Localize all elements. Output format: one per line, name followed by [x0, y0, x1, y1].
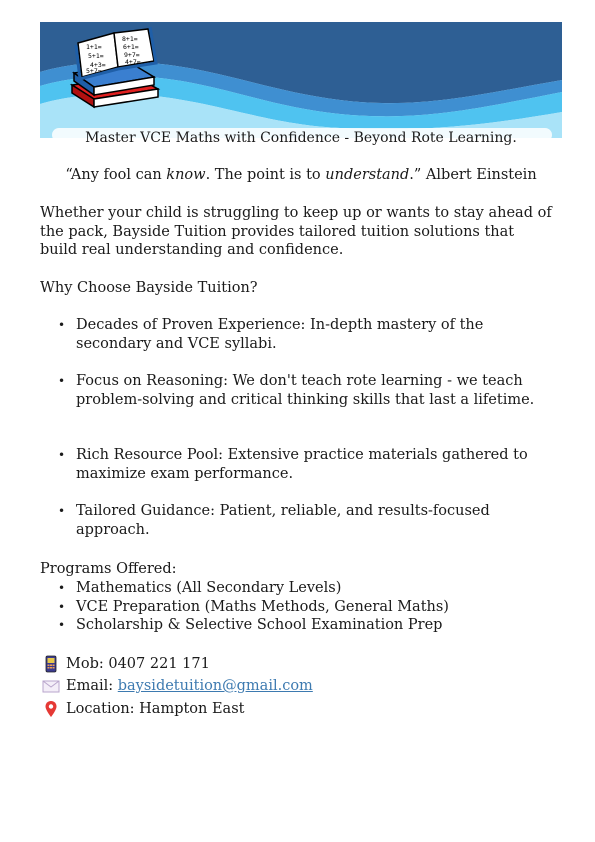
book-formula: 5+7=: [86, 67, 102, 75]
book-formula: 5+1=: [88, 52, 104, 60]
contact-location: [42, 700, 244, 718]
list-item: • Focus on Reasoning: We don't teach rote learning - we teach problem-solving and critical thinking skills that last a lifetime.: [40, 372, 560, 409]
intro-paragraph: Whether your child is struggling to keep up or wants to stay ahead of the pack, Bayside Tuition provides tailored tuition solutions that build real understanding and confidence.: [40, 205, 552, 258]
book-formula: 6+1=: [123, 43, 139, 51]
programs-heading: Programs Offered:: [40, 561, 177, 577]
location-text: Location: Hampton East: [66, 701, 245, 717]
mobile-phone-icon: [42, 655, 60, 673]
book-formula: 9+7=: [124, 51, 140, 59]
list-item: • Rich Resource Pool: Extensive practice materials gathered to maximize exam performance.: [40, 446, 560, 483]
mobile-text: Mob: 0407 221 171: [66, 656, 210, 672]
book-formula: 4+7=: [125, 58, 141, 66]
programs-list: [40, 579, 560, 635]
list-item: • Scholarship & Selective School Examination Prep: [40, 616, 560, 635]
list-item: • Mathematics (All Secondary Levels): [40, 579, 560, 598]
why-heading: Why Choose Bayside Tuition?: [40, 280, 258, 296]
book-formula: 4+3=: [90, 61, 106, 69]
tagline: Master VCE Maths with Confidence - Beyond Rote Learning.: [85, 130, 517, 146]
book-formula: 1+1=: [86, 43, 102, 51]
book-formula: 8+1=: [122, 35, 138, 43]
list-item: • Decades of Proven Experience: In-depth mastery of the secondary and VCE syllabi.: [40, 316, 560, 353]
location-pin-icon: [42, 700, 60, 718]
list-item: • Tailored Guidance: Patient, reliable, and results-focused approach.: [40, 502, 560, 539]
einstein-quote: “Any fool can know. The point is to understand.” Albert Einstein: [65, 167, 537, 183]
contact-email: [42, 677, 313, 695]
math-books-icon: [66, 27, 162, 113]
email-link[interactable]: baysidetuition@gmail.com: [117, 678, 313, 694]
list-item: • VCE Preparation (Maths Methods, General Maths): [40, 598, 560, 617]
contact-mobile: [42, 655, 210, 673]
why-list: [40, 316, 560, 558]
envelope-icon: [42, 677, 60, 695]
email-label: Email:: [66, 678, 118, 694]
